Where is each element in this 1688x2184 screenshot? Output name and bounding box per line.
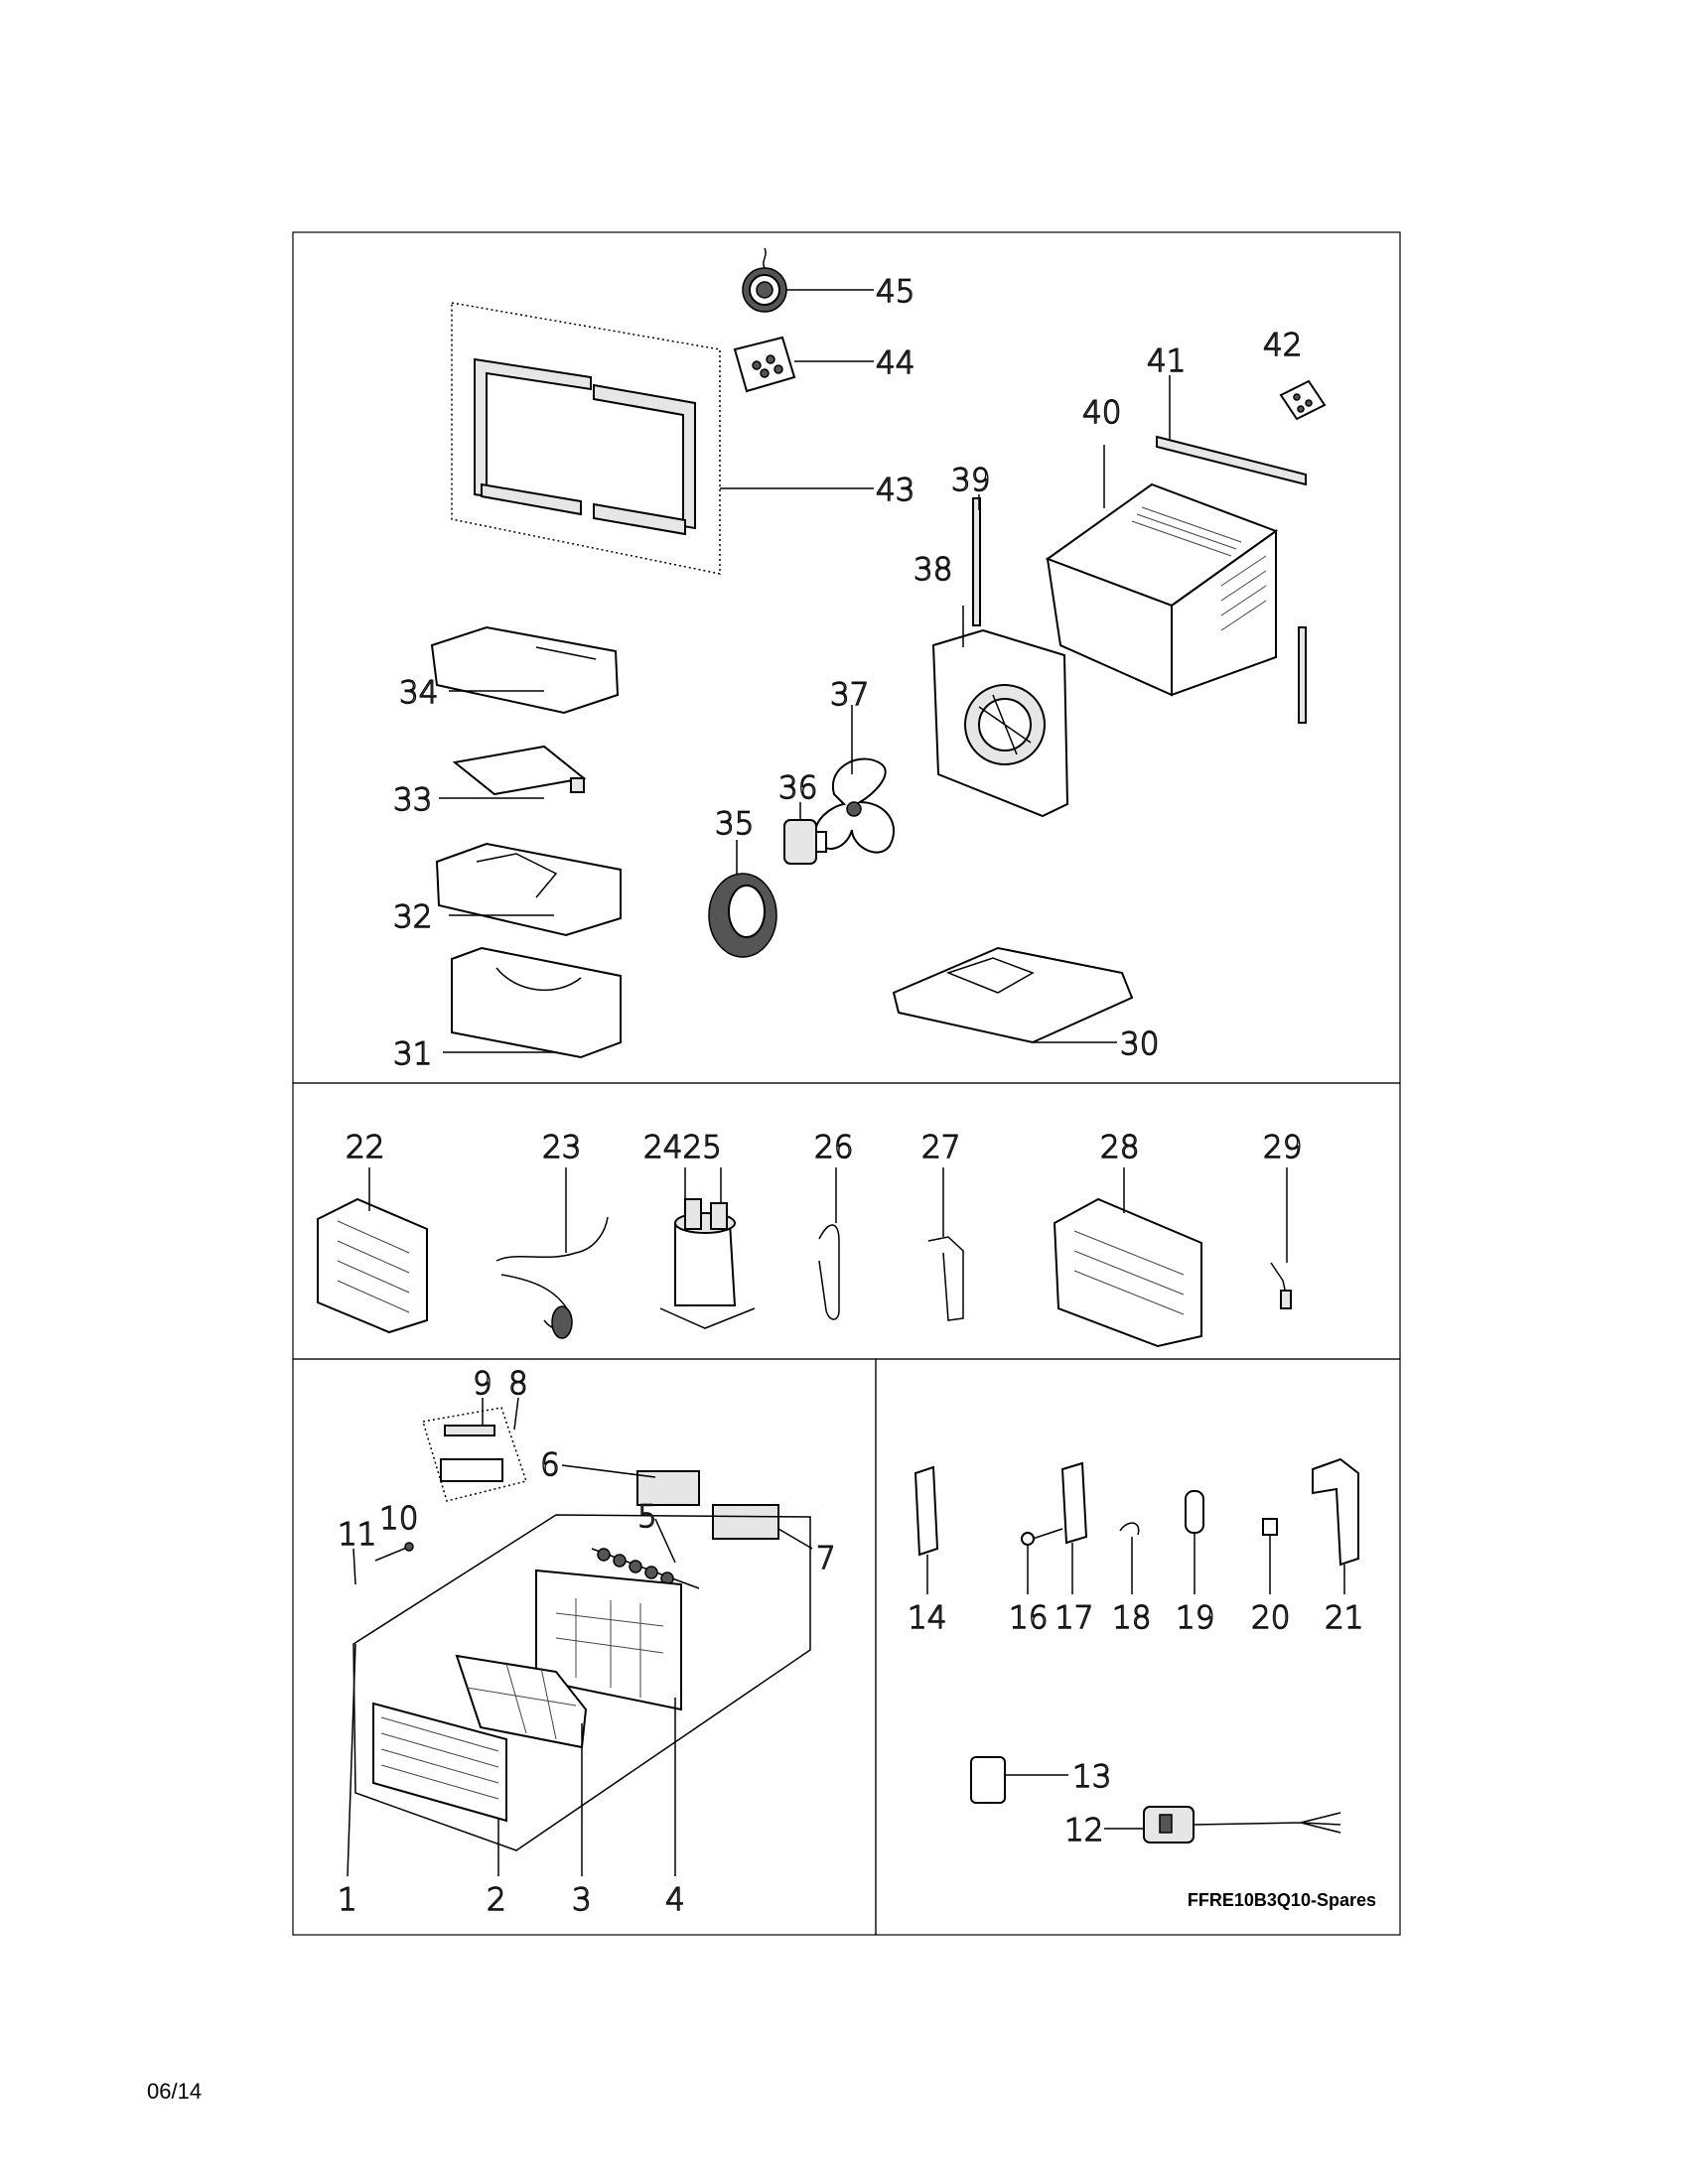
bottom-right-panel	[876, 1359, 1400, 1935]
part-14-control-bracket	[915, 1467, 937, 1594]
label-3: 3	[572, 1882, 592, 1918]
label-28: 28	[1100, 1130, 1140, 1165]
part-33-cover-strip	[439, 747, 584, 798]
part-40-cabinet	[1048, 445, 1276, 695]
part-41-top-rail	[1157, 375, 1306, 484]
label-21: 21	[1325, 1600, 1364, 1636]
label-4: 4	[665, 1882, 685, 1918]
part-8-9-control-board	[423, 1398, 526, 1501]
label-45: 45	[876, 274, 915, 310]
label-29: 29	[1263, 1130, 1303, 1165]
label-34: 34	[399, 675, 439, 711]
label-5: 5	[637, 1499, 657, 1535]
label-36: 36	[778, 770, 818, 806]
part-34-top-cover	[432, 627, 618, 713]
label-8: 8	[508, 1366, 528, 1402]
part-35-blower-wheel	[709, 840, 776, 957]
part-30-base-pan	[894, 948, 1132, 1042]
part-seal-strip-right	[1299, 627, 1306, 723]
label-39: 39	[951, 463, 991, 498]
label-10: 10	[379, 1501, 419, 1537]
label-19: 19	[1176, 1600, 1215, 1636]
part-29-thermistor	[1271, 1167, 1291, 1308]
label-33: 33	[393, 782, 433, 818]
label-6: 6	[540, 1447, 560, 1483]
part-10-power-cord-clamp	[375, 1543, 413, 1561]
label-38: 38	[914, 552, 953, 588]
part-39-foam-seal	[973, 494, 980, 625]
part-23-capillary-tube	[496, 1167, 608, 1338]
part-44-screw-pack	[735, 338, 874, 391]
part-22-evaporator-coil	[318, 1167, 427, 1332]
part-45-drain-coil	[743, 248, 874, 312]
label-24-25: 2425	[643, 1130, 722, 1165]
part-28-condenser-coil	[1055, 1167, 1201, 1346]
label-32: 32	[393, 899, 433, 935]
part-1-front-assembly	[348, 1515, 810, 1876]
part-11-screw	[353, 1549, 355, 1584]
label-41: 41	[1147, 343, 1187, 379]
diagram-reference: FFRE10B3Q10-Spares	[1187, 1890, 1376, 1910]
part-12-power-cord	[1104, 1807, 1340, 1843]
footer-date: 06/14	[147, 2079, 203, 2104]
label-11: 11	[338, 1517, 377, 1553]
middle-panel	[293, 1083, 1400, 1359]
label-44: 44	[876, 345, 915, 381]
label-9: 9	[473, 1366, 492, 1402]
label-13: 13	[1072, 1759, 1112, 1795]
part-42-screw-pack	[1281, 381, 1325, 419]
part-37-fan-blade	[815, 705, 894, 853]
part-18-clip	[1120, 1523, 1139, 1594]
label-12: 12	[1064, 1813, 1104, 1848]
label-27: 27	[921, 1130, 961, 1165]
label-1: 1	[338, 1882, 357, 1918]
part-13-remote-control	[971, 1757, 1068, 1803]
label-7: 7	[816, 1541, 836, 1576]
label-43: 43	[876, 473, 915, 508]
label-14: 14	[908, 1600, 947, 1636]
label-18: 18	[1112, 1600, 1152, 1636]
part-6-louver-vertical	[562, 1465, 699, 1505]
part-26-return-bend	[819, 1167, 839, 1319]
label-20: 20	[1251, 1600, 1291, 1636]
label-22: 22	[346, 1130, 385, 1165]
part-27-discharge-tube	[928, 1167, 963, 1320]
label-42: 42	[1263, 328, 1303, 363]
label-16: 16	[1009, 1600, 1049, 1636]
part-31-air-duct-bulkhead	[443, 948, 621, 1057]
part-32-evaporator-housing	[437, 844, 621, 935]
part-16-sensor	[1022, 1529, 1062, 1594]
part-43-window-frame-kit	[452, 303, 874, 574]
part-38-fan-shroud	[933, 606, 1067, 816]
label-31: 31	[393, 1036, 433, 1072]
part-36-fan-motor	[784, 802, 826, 864]
part-19-capacitor	[1186, 1491, 1203, 1594]
label-37: 37	[830, 677, 870, 713]
label-2: 2	[487, 1882, 506, 1918]
label-23: 23	[542, 1130, 582, 1165]
part-24-25-compressor	[660, 1167, 755, 1328]
label-26: 26	[814, 1130, 854, 1165]
part-17-sensor-holder	[1062, 1463, 1086, 1594]
part-21-mounting-bracket	[1313, 1459, 1358, 1594]
label-40: 40	[1082, 395, 1122, 431]
part-7-louver-horizontal	[713, 1505, 812, 1549]
label-17: 17	[1055, 1600, 1094, 1636]
label-35: 35	[715, 806, 755, 842]
part-20-knob	[1263, 1519, 1277, 1594]
label-30: 30	[1120, 1026, 1160, 1062]
